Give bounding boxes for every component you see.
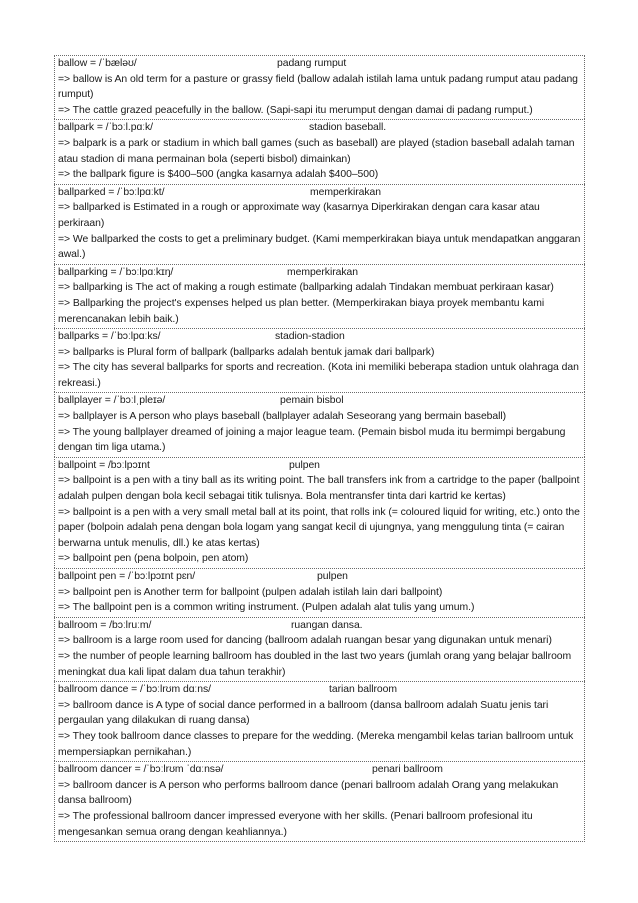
translation: penari ballroom (372, 764, 443, 776)
glossary-entry-ballroom-dancer (54, 761, 585, 842)
glossary-entry-ballplayer (54, 392, 585, 456)
example-line: => ballpoint pen (pena bolpoin, pen atom) (58, 553, 249, 565)
translation: pulpen (317, 571, 348, 582)
definition-line: => ballpoint is a pen with a tiny ball as its writing point. The ball transfers ink from a cartridge to the paper (ballpoint adalah pulpen dengan bola kecil sebagai titik tulisnya. Bola mentransfer tinta dari kartrid ke kertas) (58, 475, 580, 503)
example-line: => They took ballroom dance classes to prepare for the wedding. (Mereka mengambil kelas tarian ballroom untuk mempersiapkan pernikahan.) (58, 730, 574, 758)
example-line: => The cattle grazed peacefully in the ballow. (Sapi-sapi itu merumput dengan damai di padang rumput.) (58, 104, 533, 116)
glossary-entry-ballpoint (54, 457, 585, 568)
definition-line: => ballroom is a large room used for dancing (ballroom adalah ruangan besar yang digunakan untuk menari) (58, 635, 552, 647)
translation: ruangan dansa. (291, 619, 363, 631)
headword: ballroom dancer = /ˈbɔːlrʊm ˈdɑːnsə/ (58, 764, 224, 776)
glossary-entry-ballparking (54, 264, 585, 328)
translation: stadion-stadion (275, 331, 345, 343)
definition-line: => ballpoint pen is Another term for ballpoint (pulpen adalah istilah lain dari ballpoint) (58, 586, 443, 598)
entry-heading (58, 458, 582, 474)
headword: ballpoint = /bɔːlpɔɪnt (58, 459, 150, 471)
headword: ballroom dance = /ˈbɔːlrʊm dɑːns/ (58, 684, 211, 696)
definition-line: => ballpoint is a pen with a very small metal ball at its point, that rolls ink (= coloured liquid for writing, etc.) onto the paper (bolpoin adalah pena dengan bola logam yang sangat kecil di ujungnya, yang menggulung tinta (= cairan berwarna untuk menulis, dll.) ke atas kertas) (58, 506, 580, 549)
glossary-entry-ballpark (54, 119, 585, 183)
glossary-entry-ballow (54, 55, 585, 119)
definition-line: => ballroom dancer is A person who performs ballroom dance (penari ballroom adalah Orang yang melakukan dansa ballroom) (58, 779, 559, 807)
headword: ballpoint pen = /ˈbɔːlpɔɪnt pɛn/ (58, 571, 196, 582)
entry-heading (58, 120, 582, 136)
glossary-entry-ballparked (54, 184, 585, 264)
translation: stadion baseball. (309, 122, 387, 134)
glossary-page (54, 55, 585, 842)
translation: memperkirakan (310, 186, 381, 198)
entry-heading (58, 329, 582, 345)
entry-heading (58, 185, 582, 201)
example-line: => The ballpoint pen is a common writing instrument. (Pulpen adalah alat tulis yang umum.) (58, 602, 475, 614)
glossary-entry-ballpoint-pen (54, 568, 585, 617)
translation: padang rumput (277, 58, 347, 69)
entry-heading (58, 682, 582, 698)
headword: ballpark = /ˈbɔːl.pɑːk/ (58, 122, 154, 134)
entry-heading (58, 618, 582, 634)
definition-line: => ballparks is Plural form of ballpark (ballparks adalah bentuk jamak dari ballpark) (58, 346, 435, 358)
example-line: => The professional ballroom dancer impressed everyone with her skills. (Penari ballroom profesional itu mengesankan semua orang dengan keahliannya.) (58, 810, 533, 838)
translation: tarian ballroom (329, 684, 397, 696)
translation: pemain bisbol (280, 395, 344, 407)
entry-heading (58, 265, 582, 281)
translation: pulpen (289, 459, 320, 471)
example-line: => The city has several ballparks for sports and recreation. (Kota ini memiliki beberapa stadion untuk olahraga dan rekreasi.) (58, 362, 579, 389)
example-line: => The young ballplayer dreamed of joining a major league team. (Pemain bisbol muda itu bermimpi bergabung dengan tim liga utama.) (58, 426, 566, 454)
headword: ballroom = /bɔːlruːm/ (58, 619, 152, 631)
headword: ballparked = /ˈbɔːlpɑːkt/ (58, 186, 165, 198)
definition-line: => ballroom dance is A type of social dance performed in a ballroom (dansa ballroom adalah Suatu jenis tari pergaulan yang dilakukan di ruang dansa) (58, 699, 549, 727)
example-line: => the number of people learning ballroom has doubled in the last two years (jumlah orang yang belajar ballroom meningkat dua kali lipat dalam dua tahun terakhir) (58, 650, 572, 678)
glossary-entry-ballroom-dance (54, 681, 585, 761)
headword: ballparks = /ˈbɔːlpɑːks/ (58, 331, 161, 343)
headword: ballplayer = /ˈbɔːlˌpleɪə/ (58, 395, 166, 407)
headword: ballparking = /ˈbɔːlpɑːkɪŋ/ (58, 266, 174, 278)
definition-line: => ballow is An old term for a pasture or grassy field (ballow adalah istilah lama untuk padang rumput atau padang rumput) (58, 73, 578, 101)
entry-heading (58, 569, 582, 585)
glossary-entry-ballparks (54, 328, 585, 392)
entry-heading (58, 56, 582, 72)
entry-heading (58, 762, 582, 778)
headword: ballow = /ˈbæləʊ/ (58, 58, 137, 69)
example-line: => Ballparking the project's expenses helped us plan better. (Memperkirakan biaya proyek membantu kami merencanakan lebih baik.) (58, 297, 545, 325)
translation: memperkirakan (287, 266, 358, 278)
definition-line: => ballparking is The act of making a rough estimate (ballparking adalah Tindakan membuat perkiraan kasar) (58, 282, 554, 294)
definition-line: => ballplayer is A person who plays baseball (ballplayer adalah Seseorang yang bermain baseball) (58, 411, 507, 423)
entry-heading (58, 393, 582, 409)
glossary-entry-ballroom (54, 617, 585, 681)
definition-line: => ballparked is Estimated in a rough or approximate way (kasarnya Diperkirakan dengan cara kasar atau perkiraan) (58, 202, 540, 229)
example-line: => We ballparked the costs to get a preliminary budget. (Kami memperkirakan biaya untuk mendapatkan anggaran awal.) (58, 233, 581, 261)
example-line: => the ballpark figure is $400–500 (angka kasarnya adalah $400–500) (58, 169, 379, 181)
definition-line: => balpark is a park or stadium in which ball games (such as baseball) are played (stadion baseball adalah taman atau stadion di mana permainan bola (seperti bisbol) dimainkan) (58, 137, 575, 165)
